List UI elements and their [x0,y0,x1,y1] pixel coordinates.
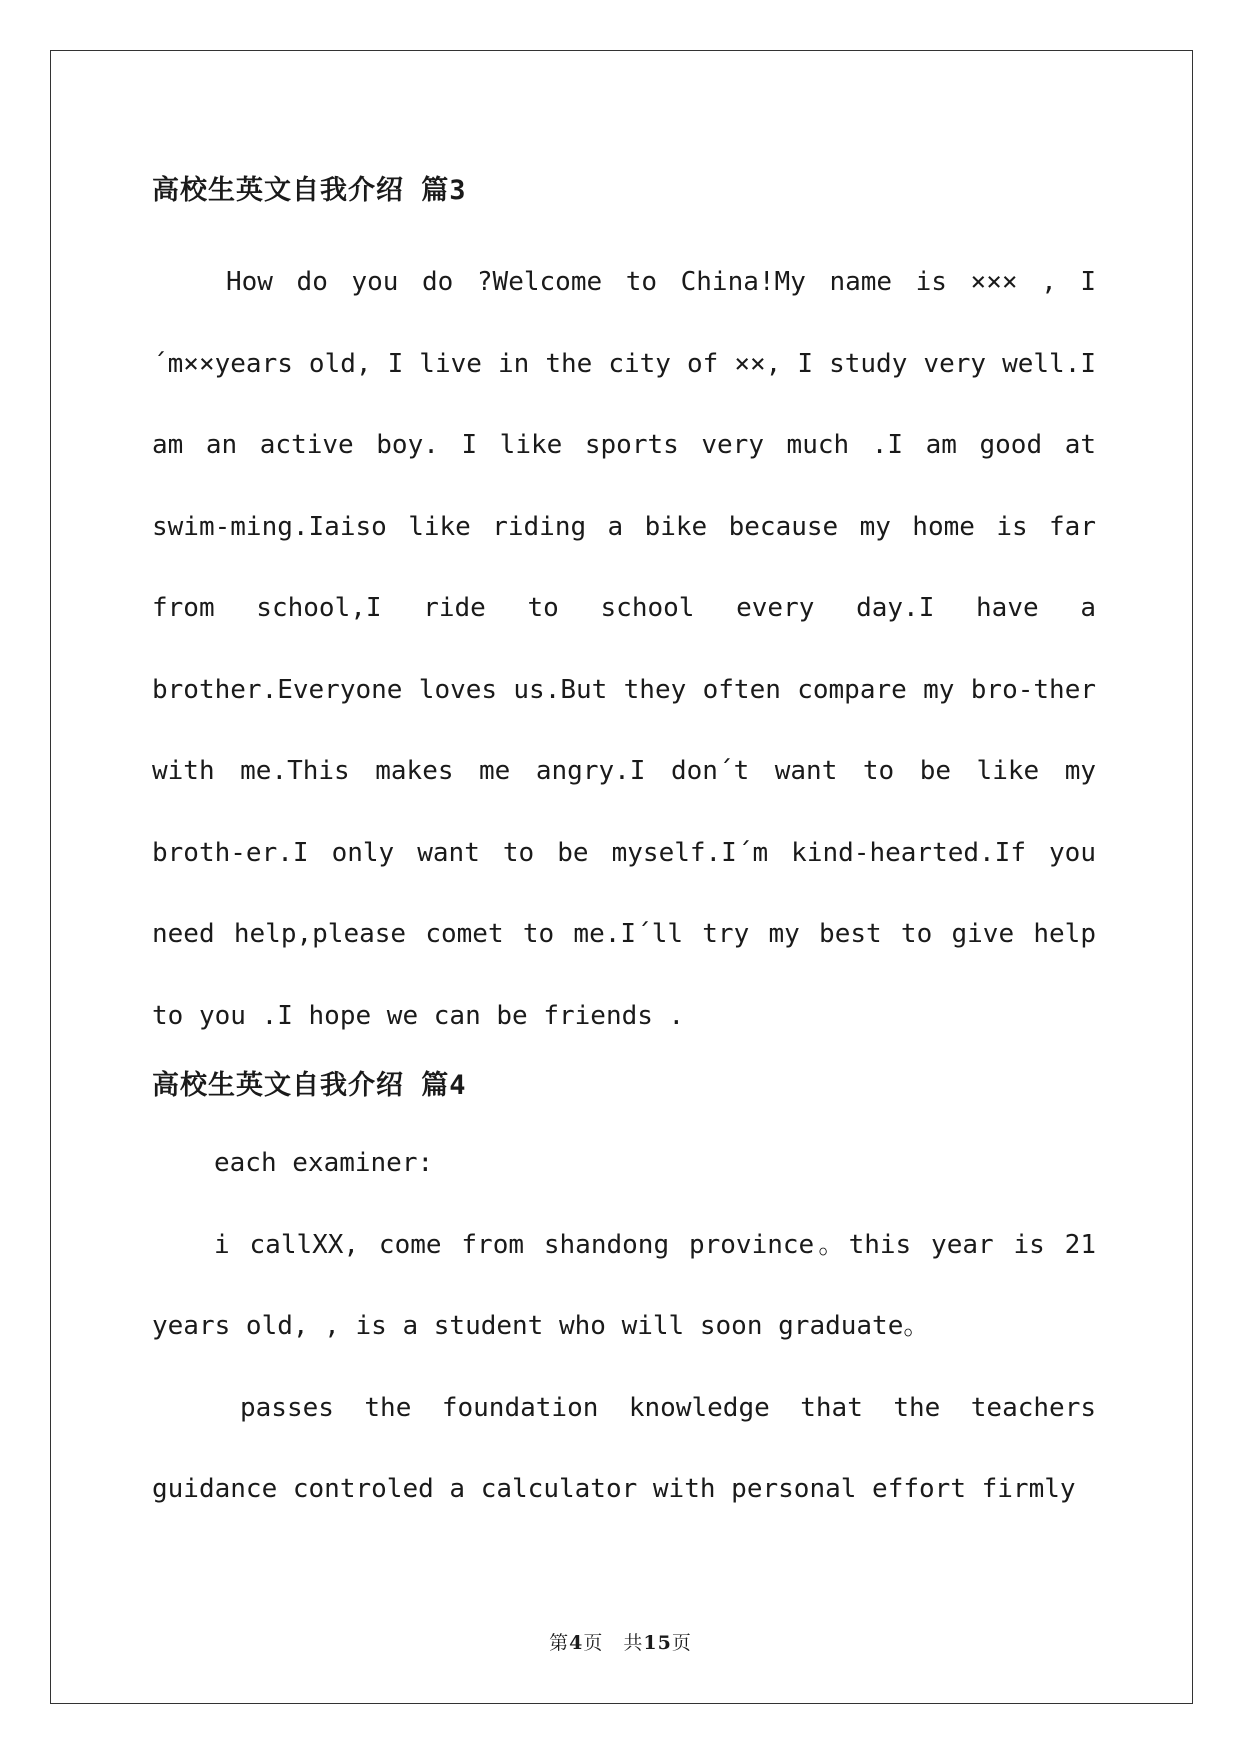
footer-middle: 页 共 [583,1632,644,1654]
footer-prefix: 第 [549,1632,570,1654]
section-3-paragraph: How do you do ?Welcome to China!My name is ××× , I´m××years old, I live in the city of ××, I study very well.I am an active boy. I like sports very much .I am good at swim-ming.Iaiso like riding a bike because my home is far from school,I ride to school every day.I have a brother.Everyone loves us.But they often compare my bro-ther with me.This makes me angry.I don´t want to be like my broth-er.I only want to be myself.I´m kind-hearted.If you need help,please comet to me.I´ll try my best to give help to you .I hope we can be friends . [152,267,1096,1031]
section-4-salutation: each examiner: [214,1148,434,1178]
footer-suffix: 页 [671,1632,692,1654]
section-4-paragraph-2: passes the foundation knowledge that the teachers guidance controled a calculator with personal effort firmly [152,1392,1096,1504]
document-body [152,162,1096,1531]
section-4-paragraph-1: i callXX, come from shandong province。this year is 21 years old, , is a student who will soon graduate。 [152,1229,1096,1341]
footer-total-pages: 15 [643,1632,672,1654]
page-footer [0,1628,1241,1655]
section-3-heading: 高校生英文自我介绍 篇3 [152,175,467,206]
section-4-heading: 高校生英文自我介绍 篇4 [152,1070,467,1101]
footer-current-page: 4 [569,1632,584,1654]
